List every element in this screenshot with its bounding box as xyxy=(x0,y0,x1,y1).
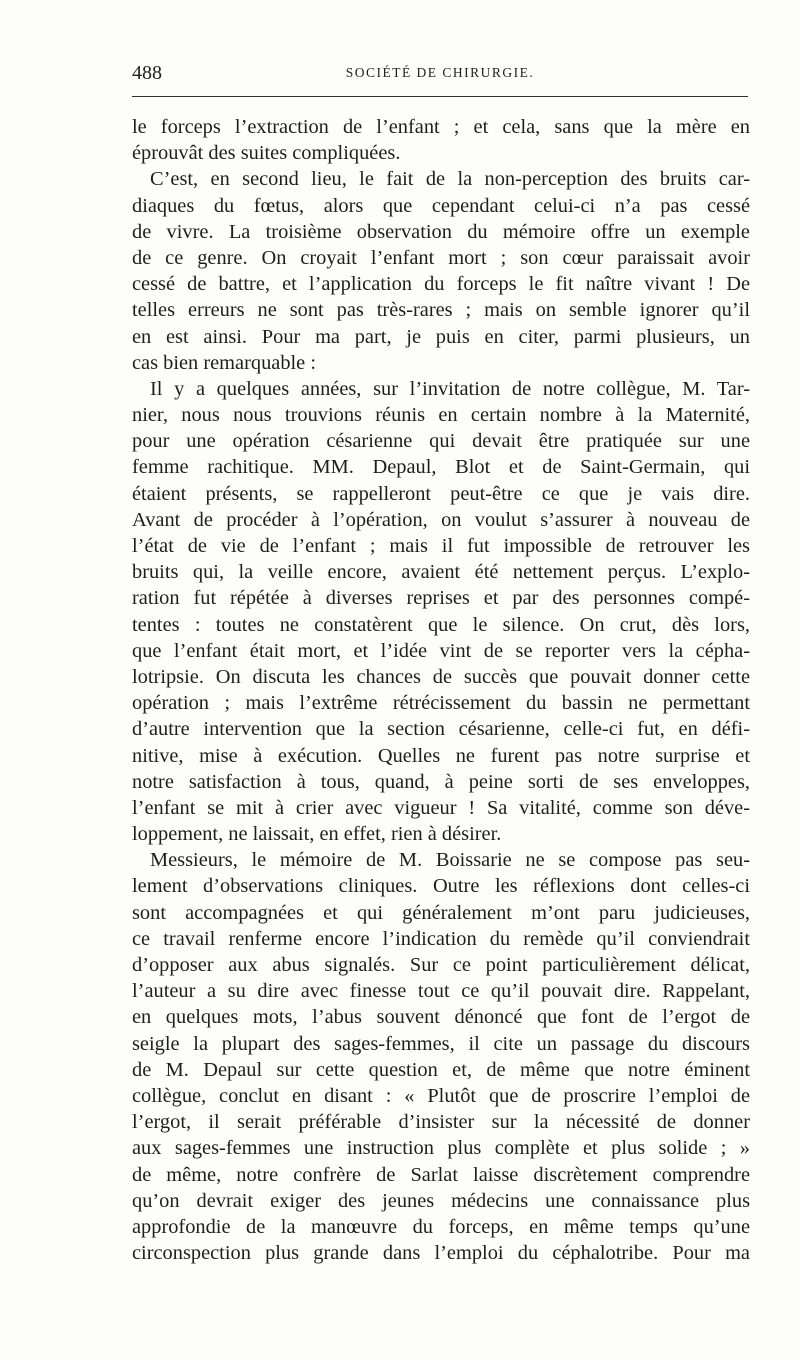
text-line: lement d’observations cliniques. Outre les réflexions dont celles-ci xyxy=(132,875,750,898)
text-line: ce travail renferme encore l’indication du remède qu’il conviendrait xyxy=(132,927,750,950)
text-line: C’est, en second lieu, le fait de la non-perception des bruits car- xyxy=(150,168,750,191)
text-line: de même, notre confrère de Sarlat laisse discrètement comprendre xyxy=(132,1163,750,1186)
text-line: bruits qui, la veille encore, avaient été nettement perçus. L’explo- xyxy=(132,561,750,584)
page-header xyxy=(132,58,748,88)
page-number: 488 xyxy=(132,62,162,84)
text-line: cessé de battre, et l’application du forceps le fit naître vivant ! De xyxy=(132,273,750,296)
text-line: aux sages-femmes une instruction plus complète et plus solide ; » xyxy=(132,1137,750,1160)
text-line: Il y a quelques années, sur l’invitation de notre collègue, M. Tar- xyxy=(150,377,750,400)
header-rule xyxy=(132,96,748,97)
body-text xyxy=(132,114,750,1266)
text-line: Messieurs, le mémoire de M. Boissarie ne se compose pas seu- xyxy=(150,849,750,872)
text-line: qu’on devrait exiger des jeunes médecins une connaissance plus xyxy=(132,1189,750,1212)
text-line: circonspection plus grande dans l’emploi du céphalotribe. Pour ma xyxy=(132,1242,750,1265)
text-line: opération ; mais l’extrême rétrécissement du bassin ne permettant xyxy=(132,692,750,715)
text-line: Avant de procéder à l’opération, on voulut s’assurer à nouveau de xyxy=(132,508,750,531)
text-line: étaient présents, se rappelleront peut-être ce que je vais dire. xyxy=(132,482,750,505)
text-line: sont accompagnées et qui généralement m’ont paru judicieuses, xyxy=(132,901,750,924)
text-line: de M. Depaul sur cette question et, de même que notre éminent xyxy=(132,1058,750,1081)
text-line: cas bien remarquable : xyxy=(132,351,316,374)
text-line: pour une opération césarienne qui devait être pratiquée sur une xyxy=(132,430,750,453)
text-line: diaques du fœtus, alors que cependant celui-ci n’a pas cessé xyxy=(132,194,750,217)
text-line: en quelques mots, l’abus souvent dénoncé que font de l’ergot de xyxy=(132,1006,750,1029)
text-line: femme rachitique. MM. Depaul, Blot et de Saint-Germain, qui xyxy=(132,456,750,479)
text-line: que l’enfant était mort, et l’idée vint de se reporter vers la cépha- xyxy=(132,639,750,662)
text-line: collègue, conclut en disant : « Plutôt que de proscrire l’emploi de xyxy=(132,1084,750,1107)
text-line: l’ergot, il serait préférable d’insister sur la nécessité de donner xyxy=(132,1111,750,1134)
text-line: éprouvât des suites compliquées. xyxy=(132,142,401,165)
text-line: en est ainsi. Pour ma part, je puis en citer, parmi plusieurs, un xyxy=(132,325,750,348)
text-line: lotripsie. On discuta les chances de succès que pouvait donner cette xyxy=(132,665,750,688)
text-line: loppement, ne laissait, en effet, rien à désirer. xyxy=(132,823,502,846)
text-line: l’auteur a su dire avec finesse tout ce qu’il pouvait dire. Rappelant, xyxy=(132,980,750,1003)
text-line: nitive, mise à exécution. Quelles ne furent pas notre surprise et xyxy=(132,744,750,767)
text-line: seigle la plupart des sages-femmes, il cite un passage du discours xyxy=(132,1032,750,1055)
running-head: SOCIÉTÉ DE CHIRURGIE. xyxy=(345,65,535,80)
text-line: nier, nous nous trouvions réunis en certain nombre à la Maternité, xyxy=(132,404,750,427)
text-line: de ce genre. On croyait l’enfant mort ; son cœur paraissait avoir xyxy=(132,246,750,269)
text-line: d’autre intervention que la section césarienne, celle-ci fut, en défi- xyxy=(132,718,750,741)
text-line: tentes : toutes ne constatèrent que le silence. On crut, dès lors, xyxy=(132,613,750,636)
text-line: telles erreurs ne sont pas très-rares ; mais on semble ignorer qu’il xyxy=(132,299,750,322)
text-line: l’état de vie de l’enfant ; mais il fut impossible de retrouver les xyxy=(132,535,750,557)
text-line: approfondie de la manœuvre du forceps, en même temps qu’une xyxy=(132,1215,750,1238)
text-line: l’enfant se mit à crier avec vigueur ! Sa vitalité, comme son déve- xyxy=(132,796,750,819)
text-line: de vivre. La troisième observation du mémoire offre un exemple xyxy=(132,220,750,243)
text-line: notre satisfaction à tous, quand, à peine sorti de ses enveloppes, xyxy=(132,770,750,793)
text-line: le forceps l’extraction de l’enfant ; et cela, sans que la mère en xyxy=(132,116,750,138)
text-line: ration fut répétée à diverses reprises et par des personnes compé- xyxy=(132,587,750,610)
text-line: d’opposer aux abus signalés. Sur ce point particulièrement délicat, xyxy=(132,954,750,976)
